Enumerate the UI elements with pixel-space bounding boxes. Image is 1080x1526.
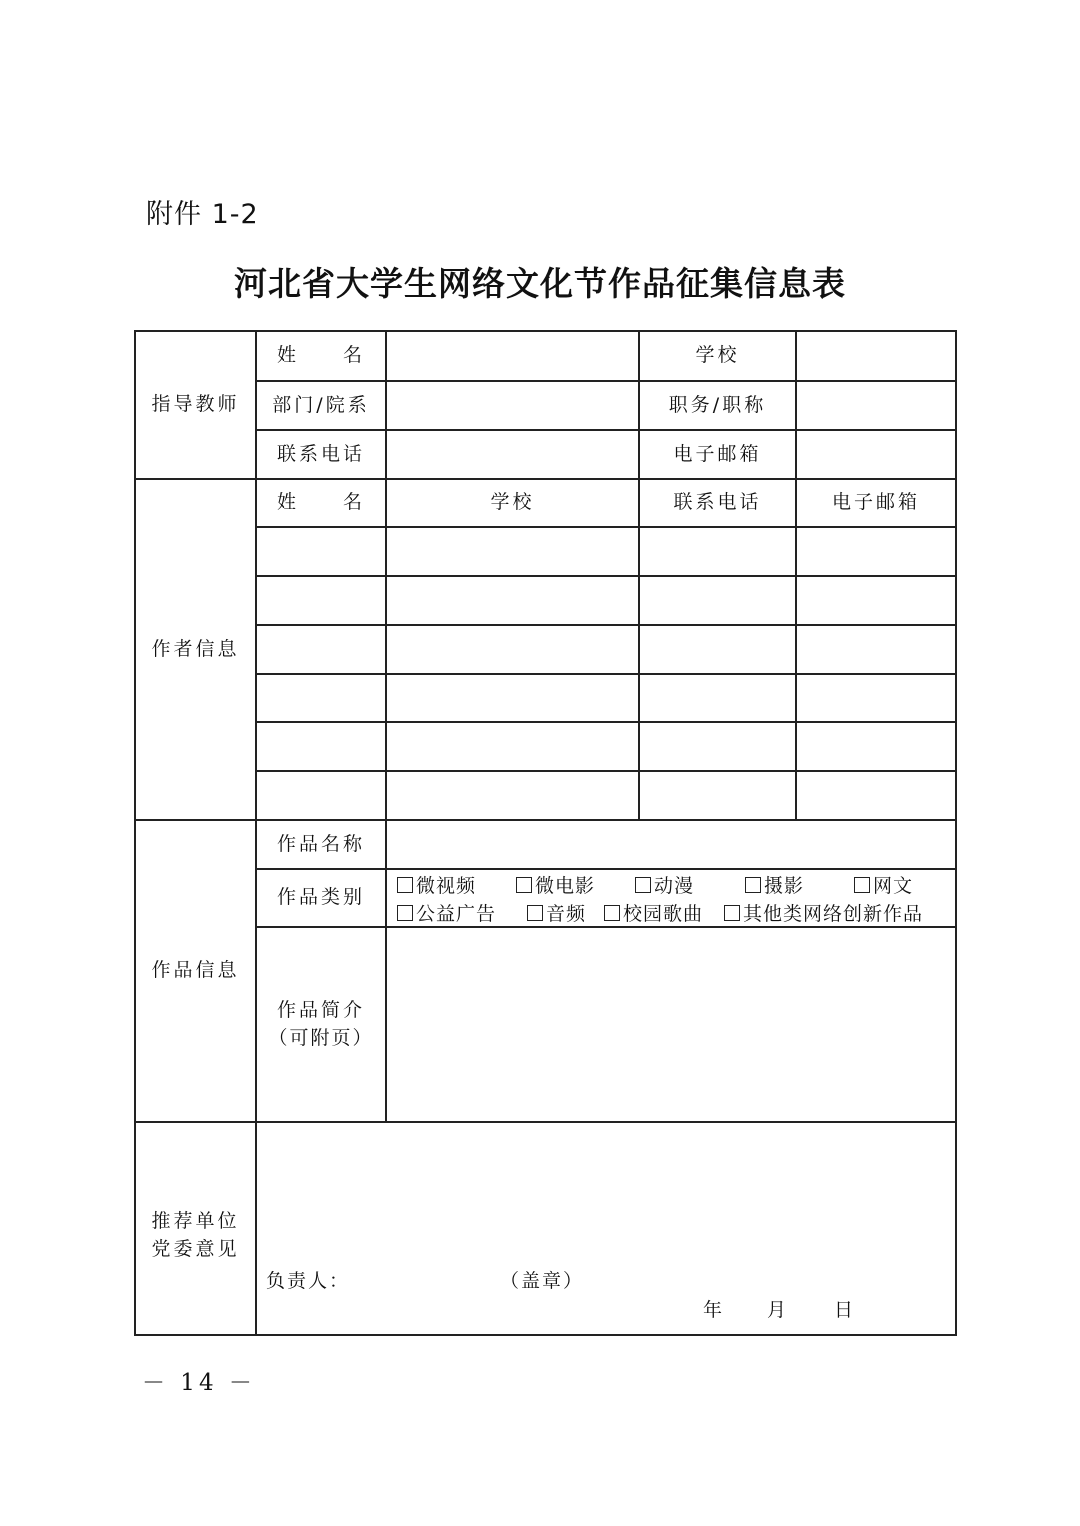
form-title: 河北省大学生网络文化节作品征集信息表 xyxy=(234,264,846,303)
advisor-dept-label: 部门/院系 xyxy=(272,393,370,416)
work-intro-field[interactable] xyxy=(387,928,955,1121)
authors-col-phone: 联系电话 xyxy=(673,491,762,514)
advisor-section-label: 指导教师 xyxy=(151,393,240,416)
recommend-label-line1: 推荐单位 xyxy=(151,1210,240,1233)
checkbox-campus-song[interactable]: 校园歌曲 xyxy=(604,899,703,926)
checkbox-icon xyxy=(854,877,870,893)
authors-section-label: 作者信息 xyxy=(151,637,240,660)
work-intro-label xyxy=(257,928,385,1121)
authors-col-school: 学校 xyxy=(490,491,535,514)
date-year-label: 年 xyxy=(703,1299,725,1321)
checkbox-icon xyxy=(604,905,620,921)
recommend-label-line2: 党委意见 xyxy=(151,1238,240,1260)
checkbox-icon xyxy=(527,905,543,921)
advisor-email-field[interactable] xyxy=(797,431,955,478)
checkbox-public-ad[interactable]: 公益广告 xyxy=(397,899,496,926)
advisor-name-label: 姓 名 xyxy=(276,344,365,367)
date-month-label: 月 xyxy=(767,1299,789,1321)
checkbox-other-innovative[interactable]: 其他类网络创新作品 xyxy=(724,899,923,926)
authors-col-email: 电子邮箱 xyxy=(831,491,920,514)
work-intro-label-line2: （可附页） xyxy=(268,1026,374,1049)
advisor-email-label: 电子邮箱 xyxy=(673,442,762,465)
recommend-section-label xyxy=(136,1123,255,1334)
checkbox-micro-film[interactable]: 微电影 xyxy=(516,871,595,898)
advisor-phone-label: 联系电话 xyxy=(276,442,365,465)
authors-col-name: 姓 名 xyxy=(276,491,365,514)
checkbox-icon xyxy=(397,905,413,921)
attachment-label: 附件 1-2 xyxy=(146,199,259,230)
advisor-phone-field[interactable] xyxy=(387,431,638,478)
date-day-label: 日 xyxy=(834,1299,856,1321)
advisor-dept-field[interactable] xyxy=(387,382,638,429)
advisor-school-label: 学校 xyxy=(695,344,740,367)
checkbox-icon xyxy=(745,877,761,893)
checkbox-animation[interactable]: 动漫 xyxy=(635,871,694,898)
checkbox-photography[interactable]: 摄影 xyxy=(745,871,804,898)
checkbox-icon xyxy=(516,877,532,893)
advisor-school-field[interactable] xyxy=(797,332,955,380)
work-category-label: 作品类别 xyxy=(276,886,365,909)
checkbox-icon xyxy=(397,877,413,893)
work-name-field[interactable] xyxy=(387,821,955,868)
advisor-position-field[interactable] xyxy=(797,382,955,429)
work-name-label: 作品名称 xyxy=(276,832,365,855)
checkbox-icon xyxy=(635,877,651,893)
responsible-person-label: 负责人： xyxy=(266,1270,351,1292)
advisor-position-label: 职务/职称 xyxy=(668,393,767,416)
checkbox-icon xyxy=(724,905,740,921)
work-intro-label-line1: 作品简介 xyxy=(276,998,365,1021)
checkbox-micro-video[interactable]: 微视频 xyxy=(397,871,476,898)
recommend-opinion-field[interactable] xyxy=(257,1123,955,1263)
work-section-label: 作品信息 xyxy=(151,959,240,982)
seal-label: （盖章） xyxy=(500,1270,585,1292)
checkbox-audio[interactable]: 音频 xyxy=(527,899,586,926)
advisor-name-field[interactable] xyxy=(387,332,638,380)
page-number: － 14 － xyxy=(142,1370,256,1396)
checkbox-web-literature[interactable]: 网文 xyxy=(854,871,913,898)
